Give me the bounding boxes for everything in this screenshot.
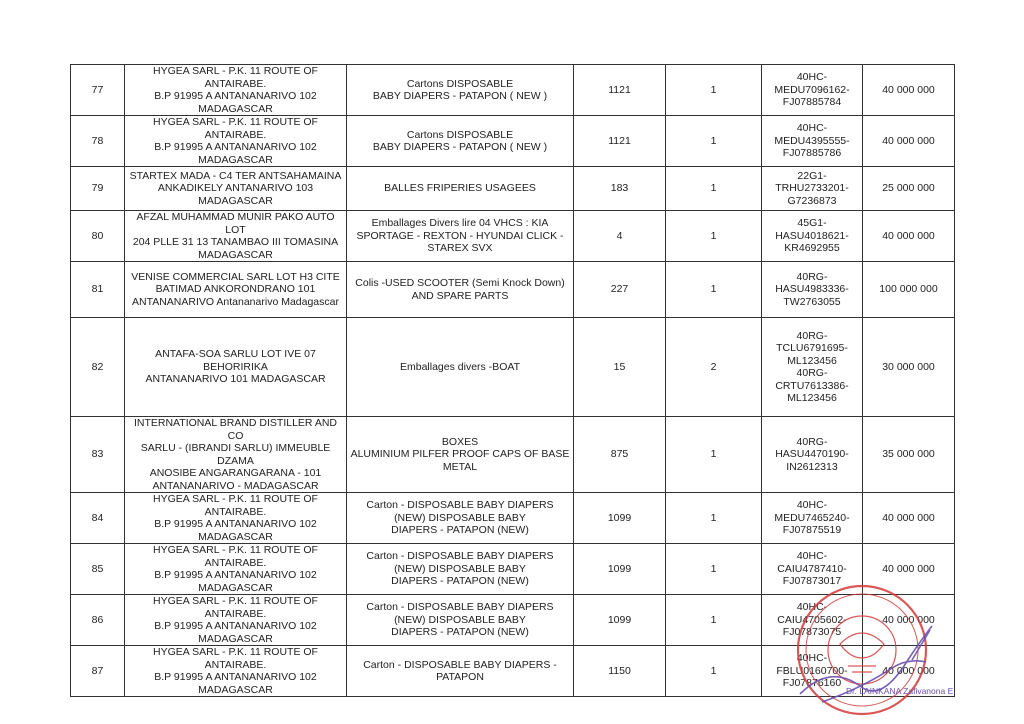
row-number: 85 [71,544,125,595]
container-cell: 40HC- FBLU0160700- FJ07876160 [762,646,863,697]
description-cell: Cartons DISPOSABLE BABY DIAPERS - PATAPON ( NEW ) [347,116,574,167]
table-row [71,262,955,318]
description-cell: BOXES ALUMINIUM PILFER PROOF CAPS OF BASE METAL [347,417,574,493]
row-number: 80 [71,211,125,262]
table-row [71,116,955,167]
row-number: 81 [71,262,125,318]
row-number: 77 [71,65,125,116]
quantity-cell: 1 [666,493,762,544]
description-cell: BALLES FRIPERIES USAGEES [347,167,574,211]
container-cell: 22G1- TRHU2733201- G7236873 [762,167,863,211]
signatory-name: Dr. LAINKANA Zafivanona E. [846,686,956,696]
container-cell: 40RG- TCLU6791695- ML123456 40RG- CRTU7613386- ML123456 [762,318,863,417]
container-cell: 40HC- MEDU4395555- FJ07885786 [762,116,863,167]
description-cell: Carton - DISPOSABLE BABY DIAPERS (NEW) DISPOSABLE BABY DIAPERS - PATAPON (NEW) [347,493,574,544]
quantity-cell: 1 [666,116,762,167]
container-cell: 45G1- HASU4018621- KR4692955 [762,211,863,262]
value-cell: 30 000 000 [863,318,955,417]
weight-cell: 1121 [574,65,666,116]
container-cell: 40HC- MEDU7465240- FJ07875519 [762,493,863,544]
value-cell: 40 000 000 [863,211,955,262]
consignee-cell: AFZAL MUHAMMAD MUNIR PAKO AUTO LOT 204 PLLE 31 13 TANAMBAO III TOMASINA MADAGASCAR [125,211,347,262]
row-number: 86 [71,595,125,646]
container-cell: 40HC- CAIU4705602- FJ07873075 [762,595,863,646]
value-cell: 35 000 000 [863,417,955,493]
consignee-cell: VENISE COMMERCIAL SARL LOT H3 CITE BATIMAD ANKORONDRANO 101 ANTANANARIVO Antananarivo Madagascar [125,262,347,318]
description-cell: Carton - DISPOSABLE BABY DIAPERS (NEW) DISPOSABLE BABY DIAPERS - PATAPON (NEW) [347,595,574,646]
table-row [71,318,955,417]
value-cell: 40 000 000 [863,116,955,167]
quantity-cell: 1 [666,167,762,211]
quantity-cell: 1 [666,544,762,595]
quantity-cell: 1 [666,646,762,697]
consignee-cell: HYGEA SARL - P.K. 11 ROUTE OF ANTAIRABE. B.P 91995 A ANTANANARIVO 102 MADAGASCAR [125,646,347,697]
quantity-cell: 1 [666,65,762,116]
row-number: 78 [71,116,125,167]
consignee-cell: INTERNATIONAL BRAND DISTILLER AND CO SARLU - (IBRANDI SARLU) IMMEUBLE DZAMA ANOSIBE ANGARANGARANA - 101 ANTANANARIVO - MADAGASCAR [125,417,347,493]
weight-cell: 1099 [574,595,666,646]
table-row [71,417,955,493]
container-cell: 40RG- HASU4470190- IN2612313 [762,417,863,493]
container-cell: 40HC- MEDU7096162- FJ07885784 [762,65,863,116]
weight-cell: 875 [574,417,666,493]
quantity-cell: 1 [666,417,762,493]
value-cell: 40 000 000 [863,544,955,595]
consignee-cell: HYGEA SARL - P.K. 11 ROUTE OF ANTAIRABE. B.P 91995 A ANTANANARIVO 102 MADAGASCAR [125,116,347,167]
row-number: 83 [71,417,125,493]
weight-cell: 4 [574,211,666,262]
quantity-cell: 1 [666,595,762,646]
weight-cell: 1121 [574,116,666,167]
consignee-cell: HYGEA SARL - P.K. 11 ROUTE OF ANTAIRABE. B.P 91995 A ANTANANARIVO 102 MADAGASCAR [125,595,347,646]
consignee-cell: STARTEX MADA - C4 TER ANTSAHAMAINA ANKADIKELY ANTANARIVO 103 MADAGASCAR [125,167,347,211]
table-row [71,211,955,262]
weight-cell: 1099 [574,544,666,595]
container-cell: 40RG- HASU4983336- TW2763055 [762,262,863,318]
value-cell: 25 000 000 [863,167,955,211]
description-cell: Carton - DISPOSABLE BABY DIAPERS (NEW) DISPOSABLE BABY DIAPERS - PATAPON (NEW) [347,544,574,595]
row-number: 79 [71,167,125,211]
description-cell: Emballages Divers lire 04 VHCS : KIA SPORTAGE - REXTON - HYUNDAI CLICK - STAREX SVX [347,211,574,262]
quantity-cell: 1 [666,211,762,262]
row-number: 87 [71,646,125,697]
table-row [71,167,955,211]
description-cell: Cartons DISPOSABLE BABY DIAPERS - PATAPON ( NEW ) [347,65,574,116]
quantity-cell: 2 [666,318,762,417]
weight-cell: 227 [574,262,666,318]
table-row [71,493,955,544]
value-cell: 100 000 000 [863,262,955,318]
weight-cell: 1099 [574,493,666,544]
value-cell: 40 000 000 [863,65,955,116]
official-stamp [782,574,962,724]
weight-cell: 15 [574,318,666,417]
value-cell: 40 000 000 [863,595,955,646]
container-cell: 40HC- CAIU4787410- FJ07873017 [762,544,863,595]
description-cell: Emballages divers -BOAT [347,318,574,417]
weight-cell: 183 [574,167,666,211]
consignee-cell: HYGEA SARL - P.K. 11 ROUTE OF ANTAIRABE. B.P 91995 A ANTANANARIVO 102 MADAGASCAR [125,65,347,116]
consignee-cell: HYGEA SARL - P.K. 11 ROUTE OF ANTAIRABE. B.P 91995 A ANTANANARIVO 102 MADAGASCAR [125,544,347,595]
row-number: 84 [71,493,125,544]
row-number: 82 [71,318,125,417]
table-row [71,65,955,116]
consignee-cell: ANTAFA-SOA SARLU LOT IVE 07 BEHORIRIKA ANTANANARIVO 101 MADAGASCAR [125,318,347,417]
description-cell: Carton - DISPOSABLE BABY DIAPERS - PATAPON [347,646,574,697]
value-cell: 40 000 000 [863,646,955,697]
consignee-cell: HYGEA SARL - P.K. 11 ROUTE OF ANTAIRABE. B.P 91995 A ANTANANARIVO 102 MADAGASCAR [125,493,347,544]
weight-cell: 1150 [574,646,666,697]
quantity-cell: 1 [666,262,762,318]
value-cell: 40 000 000 [863,493,955,544]
description-cell: Colis -USED SCOOTER (Semi Knock Down) AND SPARE PARTS [347,262,574,318]
